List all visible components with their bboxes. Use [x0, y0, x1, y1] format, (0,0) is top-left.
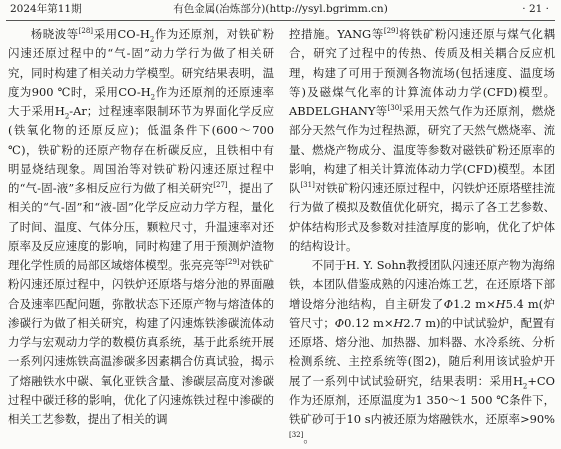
text-run: 。: [303, 431, 315, 446]
citation-28: [28]: [78, 27, 94, 36]
height-symbol: H: [495, 296, 506, 311]
phi-symbol: Φ: [334, 315, 345, 330]
page-header: [6, 0, 555, 21]
subscript: 2: [149, 35, 155, 44]
paragraph-left: [8, 25, 274, 429]
text-run: 作为还原剂的还原速率大于采用H: [8, 84, 274, 118]
text-run: 对铁矿粉闪速还原过程中，闪铁炉还原塔壁挂流行为做了模拟及数值优化研究，揭示了各工艺参数、炉体结构形式及参数对挂渣厚度的影响，优化了炉体的结构设计。: [289, 181, 555, 253]
height-symbol: H: [393, 315, 404, 330]
subscript: 2: [522, 381, 528, 390]
text-run: 采用天然气作为还原剂，燃烧部分天然气作为过程热源，研究了天然气燃烧率、流量、燃烧产物成分、温度等参数对磁铁矿粉还原率的影响，构建了相关计算流体动力学(CFD)模型。本团队: [289, 104, 555, 195]
text-run: -Ar；过程速率限制环节为界面化学反应(铁氧化物的还原反应)；低温条件下(600～700 ℃)，铁矿粉的还原产物存在析碳反应，且铁相中有明显烧结现象。周国治等对铁矿粉闪速还原过程中的“气-固-液”多相反应行为做了相关研究: [8, 104, 274, 195]
subscript: 2: [64, 112, 70, 121]
text-run: ，提出了相关的“气-固”和“液-固”化学反应动力学方程，量化了时间、温度、气体分压，颗粒尺寸，升温速率对还原率及反应速度的影响，同时构建了用于预测炉渣物理化学性质的局部区域熔体模型。张亮亮等: [8, 181, 274, 272]
text-run: 不同于H. Y. Sohn教授团队闪速还原产物为海绵铁，本团队借鉴成熟的闪速冶炼工艺，在还原塔下部增设熔分池结构，自主研发了: [289, 258, 555, 311]
citation-30: [30]: [387, 104, 402, 113]
right-column: [289, 25, 555, 449]
text-run: +CO作为还原剂，还原温度为1 350～1 500 ℃条件下，铁矿砂可于10 s内被还原为熔融铁水，还原率>90%: [289, 373, 555, 426]
citation-29: [29]: [225, 258, 240, 267]
text-run: 采用CO-H: [93, 27, 150, 41]
phi-symbol: Φ: [443, 296, 454, 311]
citation-27: [27]: [213, 181, 228, 190]
citation-32: [32]: [289, 431, 304, 440]
citation-31: [31]: [300, 181, 315, 190]
text-run: 杨晓波等: [30, 27, 79, 41]
page-number: · 21 ·: [522, 3, 549, 15]
text-run: 1.2 m×: [453, 296, 496, 311]
paragraph-right-2: [289, 256, 555, 449]
text-run: 2.7 m)的中试试验炉，配置有还原塔、熔分池、加热器、加料器、水冷系统、分析检测系统、主控系统等(图2)，随后利用该试验炉开展了一系列中试试验研究，结果表明：采用H: [289, 315, 555, 388]
text-run: 将铁矿粉闪速还原与煤气化耦合，研究了过程中的传热、传质及相关耦合反应机理，构建了可用于预测各物流场(包括速度、温度场等)及磁煤气化率的计算流体动力学(CFD)模型。ABDELGHANY等: [289, 27, 555, 118]
paragraph-right-1: [289, 25, 555, 256]
citation-29: [29]: [383, 27, 399, 36]
text-run: 5.4 m(炉管尺寸；: [289, 296, 555, 330]
text-run: 作为还原剂，对铁矿粉闪速还原过程中的“气-固”动力学行为做了相关研究，同时构建了相关动力学模型。研究结果表明，温度为900 ℃时，采用CO-H: [8, 27, 274, 99]
text-run: 对铁矿粉闪速还原过程中，闪铁炉还原塔与熔分池的界面融合及速率匹配问题，弥散状态下还原产物与熔渣体的渗碳行为做了相关研究，构建了闪速炼铁渗碳流体动力学与宏观动力学的数模仿真系统，基于此系统开展一系列闪速炼铁高温渗碳多因素耦合仿真试验，揭示了熔融铁水中碳、氧化亚铁含量、渗碳层高度对渗碳过程中碳迁移的影响，优化了闪速炼铁过程中渗碳的相关工艺参数，提出了相关的调: [8, 258, 274, 426]
text-run: 控措施。YANG等: [289, 27, 384, 41]
issue-label: 2024年第11期: [10, 3, 82, 15]
journal-title: 有色金属(冶炼部分)(http://ysyl.bgrimm.cn): [173, 3, 388, 15]
text-run: 0.12 m×: [344, 315, 394, 330]
subscript: 2: [150, 93, 156, 102]
left-column: [8, 25, 274, 429]
